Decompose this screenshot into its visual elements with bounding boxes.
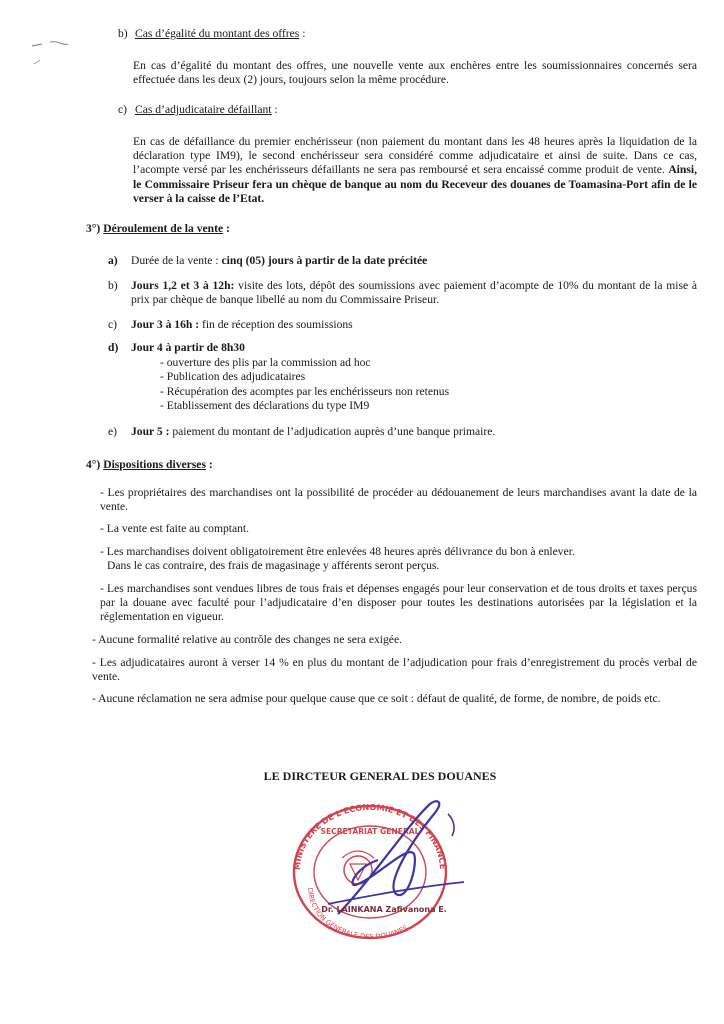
section-3-item-d-label: d) [108, 341, 119, 354]
section-3-title-suffix: : [223, 222, 230, 235]
section-3-item-a-text: Durée de la vente : [131, 254, 222, 267]
day4-subitem: - Etablissement des déclarations du type IM9 [160, 399, 370, 412]
section-c-title-suffix: : [271, 103, 278, 116]
section-4-item: - Les marchandises sont vendues libres de tous frais et dépenses engagés pour leur conservation et de tous droits et taxes perçus par la douane avec faculté pour l’adjudicataire d’en disposer pour toutes les destinations autorisées par la législation et la réglementation en vigueur. [100, 582, 697, 624]
section-4-item: - Les marchandises doivent obligatoirement être enlevées 48 heures après délivrance du bon à enlever. [100, 545, 575, 558]
section-c-body-plain: En cas de défaillance du premier enchérisseur (non paiement du montant dans les 48 heures après la liquidation de la déclaration type IM9), le second enchérisseur sera considéré comme adjudicataire et ainsi de suite. Dans ce cas, l’acompte versé par les enchérisseurs défaillants ne sera pas remboursé et sera encaissé comme produit de vente. [133, 135, 697, 177]
section-c-body-bold: Ainsi, le Commissaire Priseur fera un chèque de banque au nom du Receveur des douanes de Toamasina-Port afin de le verser à la caisse de l’Etat. [133, 163, 697, 205]
section-c-label: c) [118, 103, 128, 116]
section-4-item: - Aucune formalité relative au contrôle des changes ne sera exigée. [92, 633, 402, 646]
section-4-item-continuation: Dans le cas contraire, des frais de magasinage y afférents seront perçus. [107, 559, 440, 572]
stamp-seal-icon [258, 784, 498, 954]
section-3-item-c-label: c) [108, 318, 118, 331]
section-4-number: 4°) [86, 458, 101, 471]
section-b-label: b) [118, 27, 128, 40]
section-b-title-suffix: : [299, 27, 306, 40]
section-c-title-text: Cas d’adjudicataire défaillant [135, 103, 272, 116]
section-4-item: - Aucune réclamation ne sera admise pour quelque cause que ce soit : défaut de qualité, de forme, de nombre, de poids etc. [92, 692, 661, 705]
day4-subitem: - Récupération des acomptes par les enchérisseurs non retenus [160, 385, 450, 398]
section-3-title: Déroulement de la vente [103, 222, 224, 235]
section-3-item-e-text: paiement du montant de l’adjudication auprès d’une banque primaire. [169, 425, 496, 438]
section-3-item-b-label: b) [108, 279, 118, 292]
section-4-heading [86, 458, 213, 472]
section-3-item-e-label: e) [108, 425, 118, 438]
section-4-title: Dispositions diverses [103, 458, 206, 471]
section-b-body: En cas d’égalité du montant des offres, une nouvelle vente aux enchères entre les soumissionnaires concernés sera effectuée dans les deux (2) jours, toujours selon la même procédure. [133, 59, 697, 87]
section-3-item-e-bold: Jour 5 : [131, 425, 170, 438]
signature-title: LE DIRCTEUR GENERAL DES DOUANES [263, 769, 497, 783]
day4-subitem: - Publication des adjudicataires [160, 370, 306, 383]
section-b-title-text: Cas d’égalité du montant des offres [135, 27, 300, 40]
section-3-item-a-label: a) [108, 254, 118, 267]
stamp-bottom-text: DIRECTION GENERALE DES DOUANES [305, 887, 409, 941]
section-3-number: 3°) [86, 222, 101, 235]
section-b-title [135, 27, 305, 41]
signatory-name: Dr. LAINKANA Zafivanona E. [321, 905, 447, 914]
section-3-item-a-bold: cinq (05) jours à partir de la date précitée [221, 254, 428, 267]
section-4-item: - Les propriétaires des marchandises ont la possibilité de procéder au dédouanement de leurs marchandises avant la date de la vente. [100, 486, 697, 514]
section-c-body [133, 135, 697, 206]
day4-subitem: - ouverture des plis par la commission ad hoc [160, 356, 371, 369]
section-3-heading [86, 222, 230, 236]
section-3-item-b-text: visite des lots, dépôt des soumissions avec paiement d’acompte de 10% du montant de la mise à prix par chèque de banque libellé au nom du Commissaire Priseur. [131, 279, 697, 307]
section-3-item-c [131, 318, 353, 332]
section-3-item-e [131, 425, 495, 439]
section-c-title [135, 103, 278, 117]
section-4-item: - La vente est faite au comptant. [100, 522, 250, 535]
section-3-item-b-bold: Jours 1,2 et 3 à 12h: [131, 279, 235, 292]
margin-mark-icon [28, 38, 72, 68]
section-3-item-d [131, 341, 245, 355]
stamp-mid-text: SECRETARIAT GENERAL [320, 827, 420, 836]
section-3-item-d-bold: Jour 4 à partir de 8h30 [131, 341, 245, 354]
section-3-item-a [131, 254, 427, 268]
stamp-outer-text: MINISTERE DE L'ECONOMIE ET DES FINANCE [291, 801, 449, 871]
section-3-item-c-bold: Jour 3 à 16h : [131, 318, 200, 331]
section-4-title-suffix: : [205, 458, 213, 471]
official-stamp [258, 784, 498, 954]
section-3-item-c-text: fin de réception des soumissions [199, 318, 353, 331]
section-3-item-b [131, 279, 697, 307]
section-4-item: - Les adjudicataires auront à verser 14 % en plus du montant de l’adjudication pour frais d’enregistrement du procès verbal de vente. [92, 656, 697, 684]
